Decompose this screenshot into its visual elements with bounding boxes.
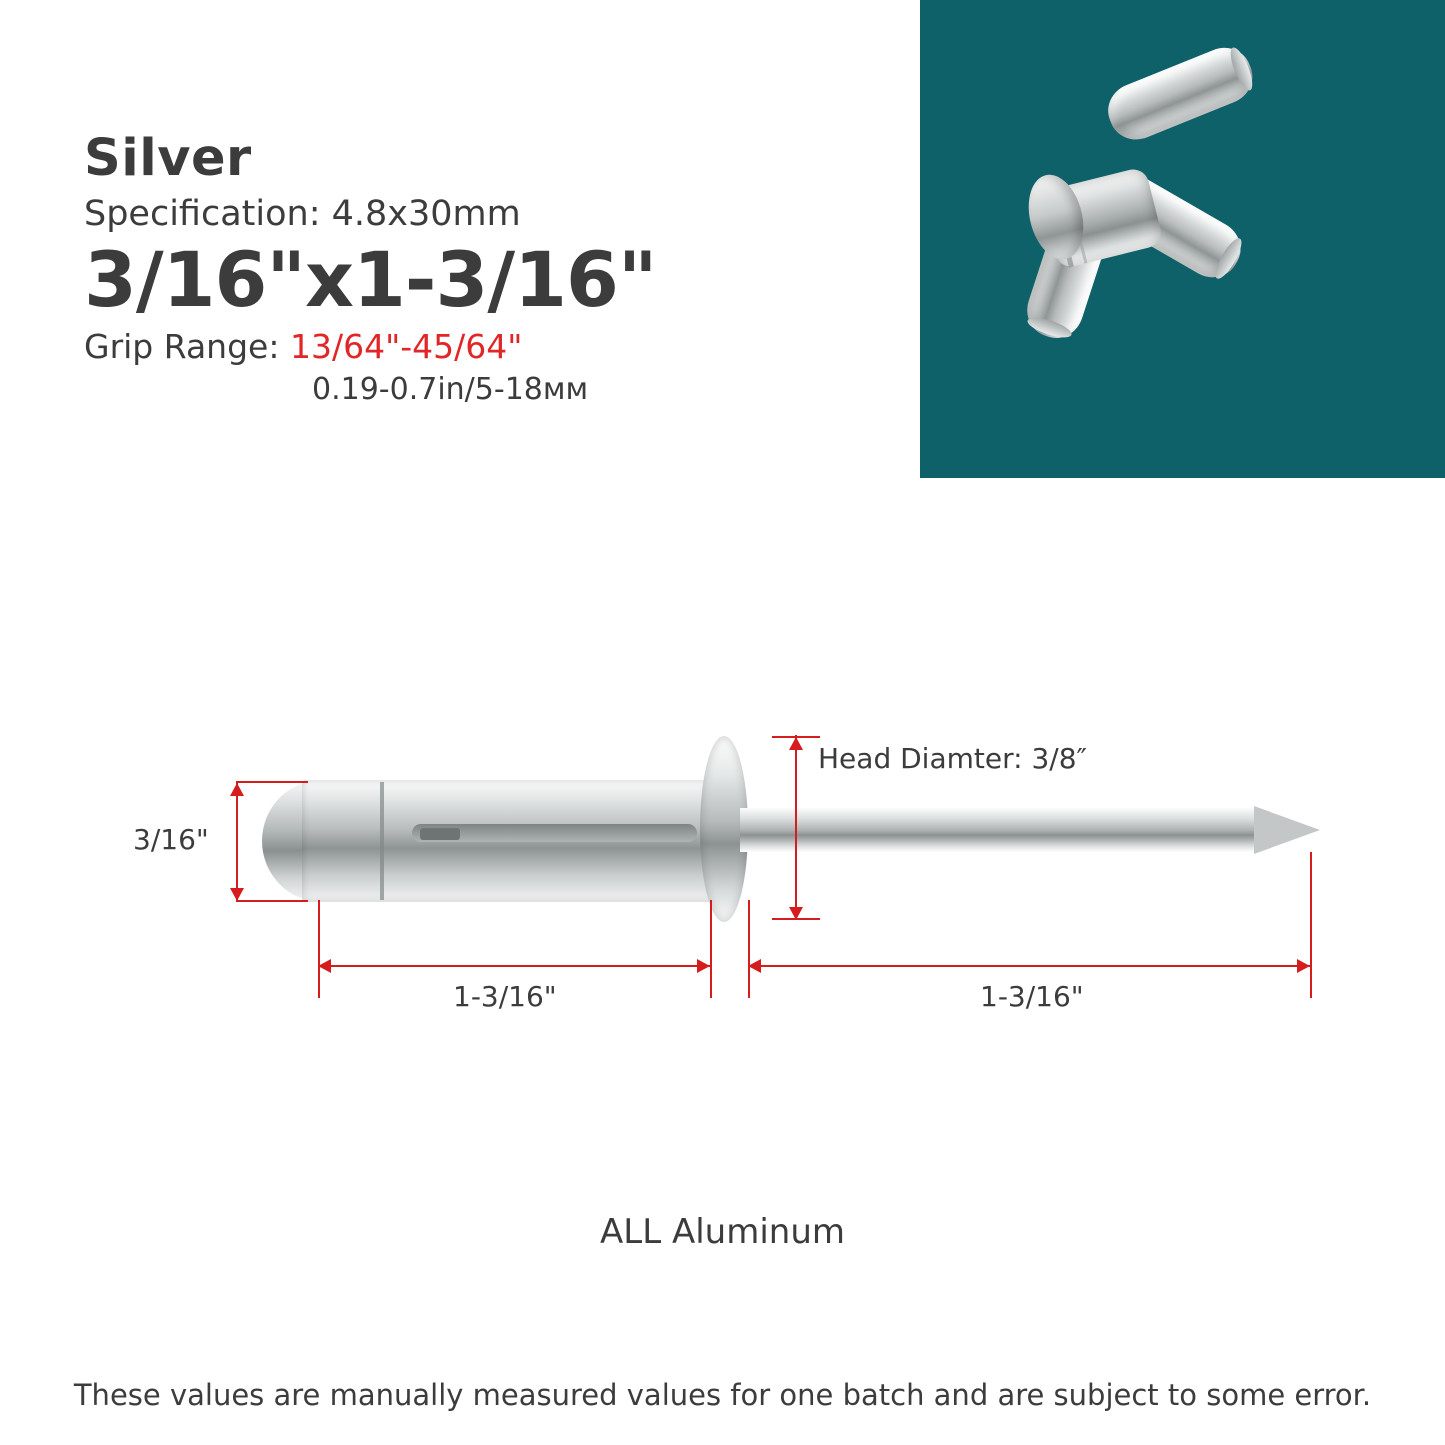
dim-ext-mandrel-left bbox=[748, 900, 750, 998]
dim-arrow-diameter-up bbox=[230, 783, 244, 796]
dim-arrow-mandrel-left bbox=[748, 959, 761, 973]
rivet-photo-illustration bbox=[920, 0, 1445, 478]
dim-ext-head-bottom bbox=[772, 918, 820, 920]
rivet-mandrel-tip bbox=[1254, 806, 1320, 854]
label-body-diameter: 3/16" bbox=[133, 823, 209, 856]
color-name: Silver bbox=[84, 129, 252, 188]
dim-ext-top-diameter bbox=[236, 781, 308, 783]
grip-range-label: Grip Range: bbox=[84, 327, 280, 367]
material-label: ALL Aluminum bbox=[600, 1212, 845, 1252]
dim-ext-head-top bbox=[772, 736, 820, 738]
product-photo bbox=[920, 0, 1445, 478]
specification-label: Specification: 4.8x30mm bbox=[84, 193, 521, 234]
dim-arrow-diameter-down bbox=[230, 888, 244, 901]
dim-line-body-length bbox=[318, 965, 710, 967]
grip-range-value: 13/64"-45/64" bbox=[289, 327, 523, 367]
rivet-mandrel bbox=[740, 808, 1260, 852]
dim-arrow-mandrel-right bbox=[1297, 959, 1310, 973]
dim-arrow-body-left bbox=[318, 959, 331, 973]
rivet-sleeve bbox=[302, 780, 722, 902]
dim-line-head-diameter bbox=[795, 735, 797, 920]
dim-ext-mandrel-right bbox=[1310, 852, 1312, 998]
dim-ext-body-right bbox=[710, 900, 712, 998]
dim-arrow-head-up bbox=[789, 737, 803, 750]
dim-arrow-body-right bbox=[697, 959, 710, 973]
grip-range-metric: 0.19-0.7in/5-18мм bbox=[312, 372, 589, 408]
label-mandrel-length: 1-3/16" bbox=[980, 980, 1084, 1013]
grip-range-row bbox=[84, 327, 904, 366]
dim-ext-body-left bbox=[318, 900, 320, 998]
size-headline: 3/16"x1-3/16" bbox=[84, 234, 657, 324]
rivet-sleeve-groove bbox=[380, 782, 384, 900]
rivet-sleeve-slot-detail bbox=[420, 828, 460, 840]
rivet-leg-1 bbox=[1100, 40, 1260, 148]
disclaimer-text: These values are manually measured values for one batch and are subject to some error. bbox=[73, 1378, 1372, 1412]
label-head-diameter: Head Diamter: 3/8″ bbox=[818, 742, 1087, 775]
dim-ext-bottom-diameter bbox=[236, 900, 308, 902]
dim-line-mandrel-length bbox=[748, 965, 1310, 967]
dim-line-body-diameter bbox=[236, 781, 238, 901]
product-info-block bbox=[84, 129, 904, 408]
label-body-length: 1-3/16" bbox=[453, 980, 557, 1013]
